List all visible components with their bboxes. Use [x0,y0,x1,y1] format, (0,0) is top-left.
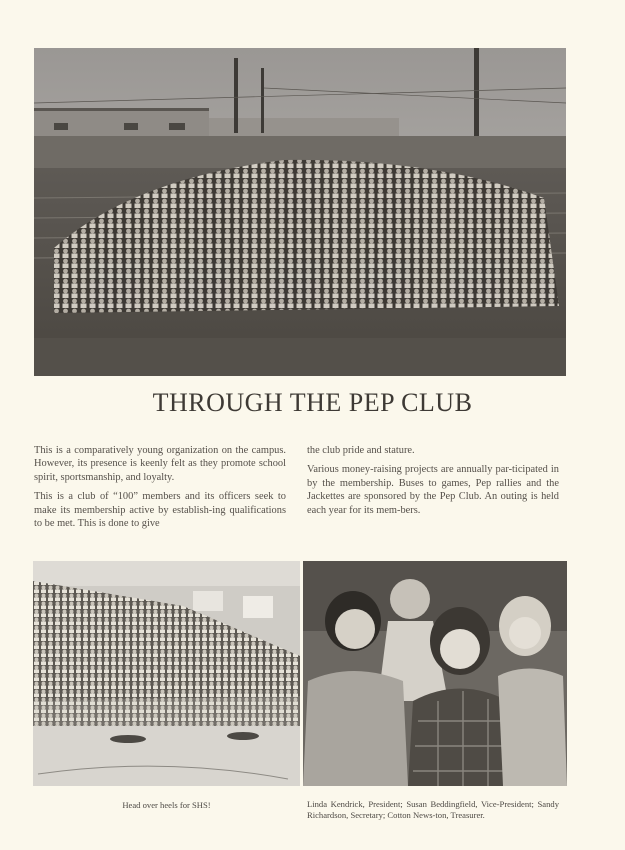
officers-photo [303,561,567,786]
body-text-left [34,444,286,536]
paragraph: the club pride and stature. [307,445,415,456]
group-photo [34,48,566,376]
body-text-right [307,444,559,523]
page-title: THROUGH THE PEP CLUB [152,388,473,417]
gym-photo-image [33,561,300,786]
gym-photo-caption: Head over heels for SHS! [122,800,211,810]
officers-photo-image [303,561,567,786]
paragraph: Various money-raising projects are annually par-ticipated in by the membership. Buses to games, Pep rallies and the Jackettes are sponsored by the Pep Club. An outing is held each year for its mem-bers. [307,464,559,516]
paragraph: This is a comparatively young organization on the campus. However, its presence is keenly felt as they promote school spirit, sportsmanship, and loyalty. [34,445,286,483]
gym-photo [33,561,300,786]
group-photo-image [34,48,566,376]
paragraph: This is a club of “100” members and its officers seek to make its membership active by establish-ing qualifications to be met. This is done to give [34,491,286,530]
officers-photo-caption: Linda Kendrick, President; Susan Beddingfield, Vice-President; Sandy Richardson, Secretary; Cotton News-ton, Treasurer. [307,799,559,820]
